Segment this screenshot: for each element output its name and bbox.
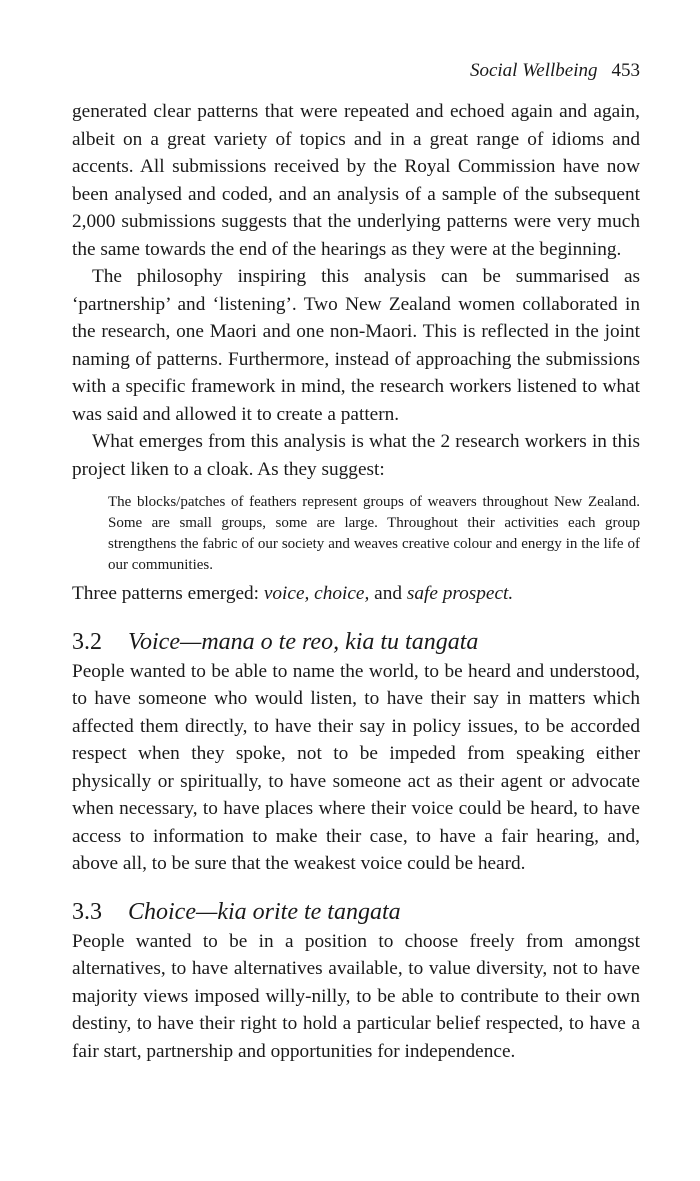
- running-head-title: Social Wellbeing: [469, 60, 598, 81]
- paragraph-cloak: What emerges from this analysis is what the 2 research workers in this project liken to a cloak. As they suggest:: [72, 431, 640, 480]
- patterns-and: and: [374, 583, 402, 604]
- paragraph-philosophy: The philosophy inspiring this analysis can be summarised as ‘partnership’ and ‘listening’. Two New Zealand women collaborated in the research, one Maori and one non-Maori. This is reflected in the joint naming of patterns. Furthermore, instead of approaching the submissions with a specific framework in mind, the research workers listened to what was said and allowed it to create a pattern.: [72, 266, 640, 425]
- paragraph-continued: generated clear patterns that were repeated and echoed again and again, albeit on a great variety of topics and in a great range of idioms and accents. All submissions received by the Royal Commission have now been analysed and coded, and an analysis of a sample of the subsequent 2,000 submissions suggests that the underlying patterns were very much the same towards the end of the hearings as they were at the beginning.: [72, 101, 640, 260]
- section-number: 3.2: [72, 628, 102, 655]
- section-heading-voice: [72, 627, 640, 657]
- pattern-voice: voice,: [263, 583, 310, 604]
- running-head: [72, 58, 640, 84]
- pattern-choice: choice,: [314, 583, 370, 604]
- section-heading-choice: [72, 897, 640, 927]
- patterns-line: [72, 580, 640, 608]
- section-title: Choice—kia orite te tangata: [128, 898, 401, 925]
- page-number: 453: [611, 60, 640, 81]
- block-quote: The blocks/patches of feathers represent groups of weavers throughout New Zealand. Some are small groups, some are large. Throughout their activities each group strengthens the fabric of our society and weaves creative colour and energy in the life of our communities.: [108, 494, 640, 573]
- patterns-lead: Three patterns emerged:: [72, 583, 264, 604]
- section-body-voice: People wanted to be able to name the world, to be heard and understood, to have someone who would listen, to have their say in matters which affected them directly, to have their say in policy issues, to be accorded respect when they spoke, not to be impeded from speaking either physically or spiritually, to have someone act as their agent or advocate when necessary, to have places where their voice could be heard, to have access to information to make their case, to have a fair hearing, and, above all, to be sure that the weakest voice could be heard.: [72, 660, 640, 874]
- section-body-choice: People wanted to be in a position to choose freely from amongst alternatives, to have alternatives available, to value diversity, not to have majority views imposed willy-nilly, to be able to contribute to their own destiny, to have their right to hold a particular belief respected, to have a fair start, partnership and opportunities for independence.: [72, 930, 640, 1062]
- section-number: 3.3: [72, 898, 102, 925]
- book-page: [72, 58, 640, 1065]
- section-title: Voice—mana o te reo, kia tu tangata: [128, 628, 479, 655]
- pattern-safe-prospect: safe prospect.: [406, 583, 514, 604]
